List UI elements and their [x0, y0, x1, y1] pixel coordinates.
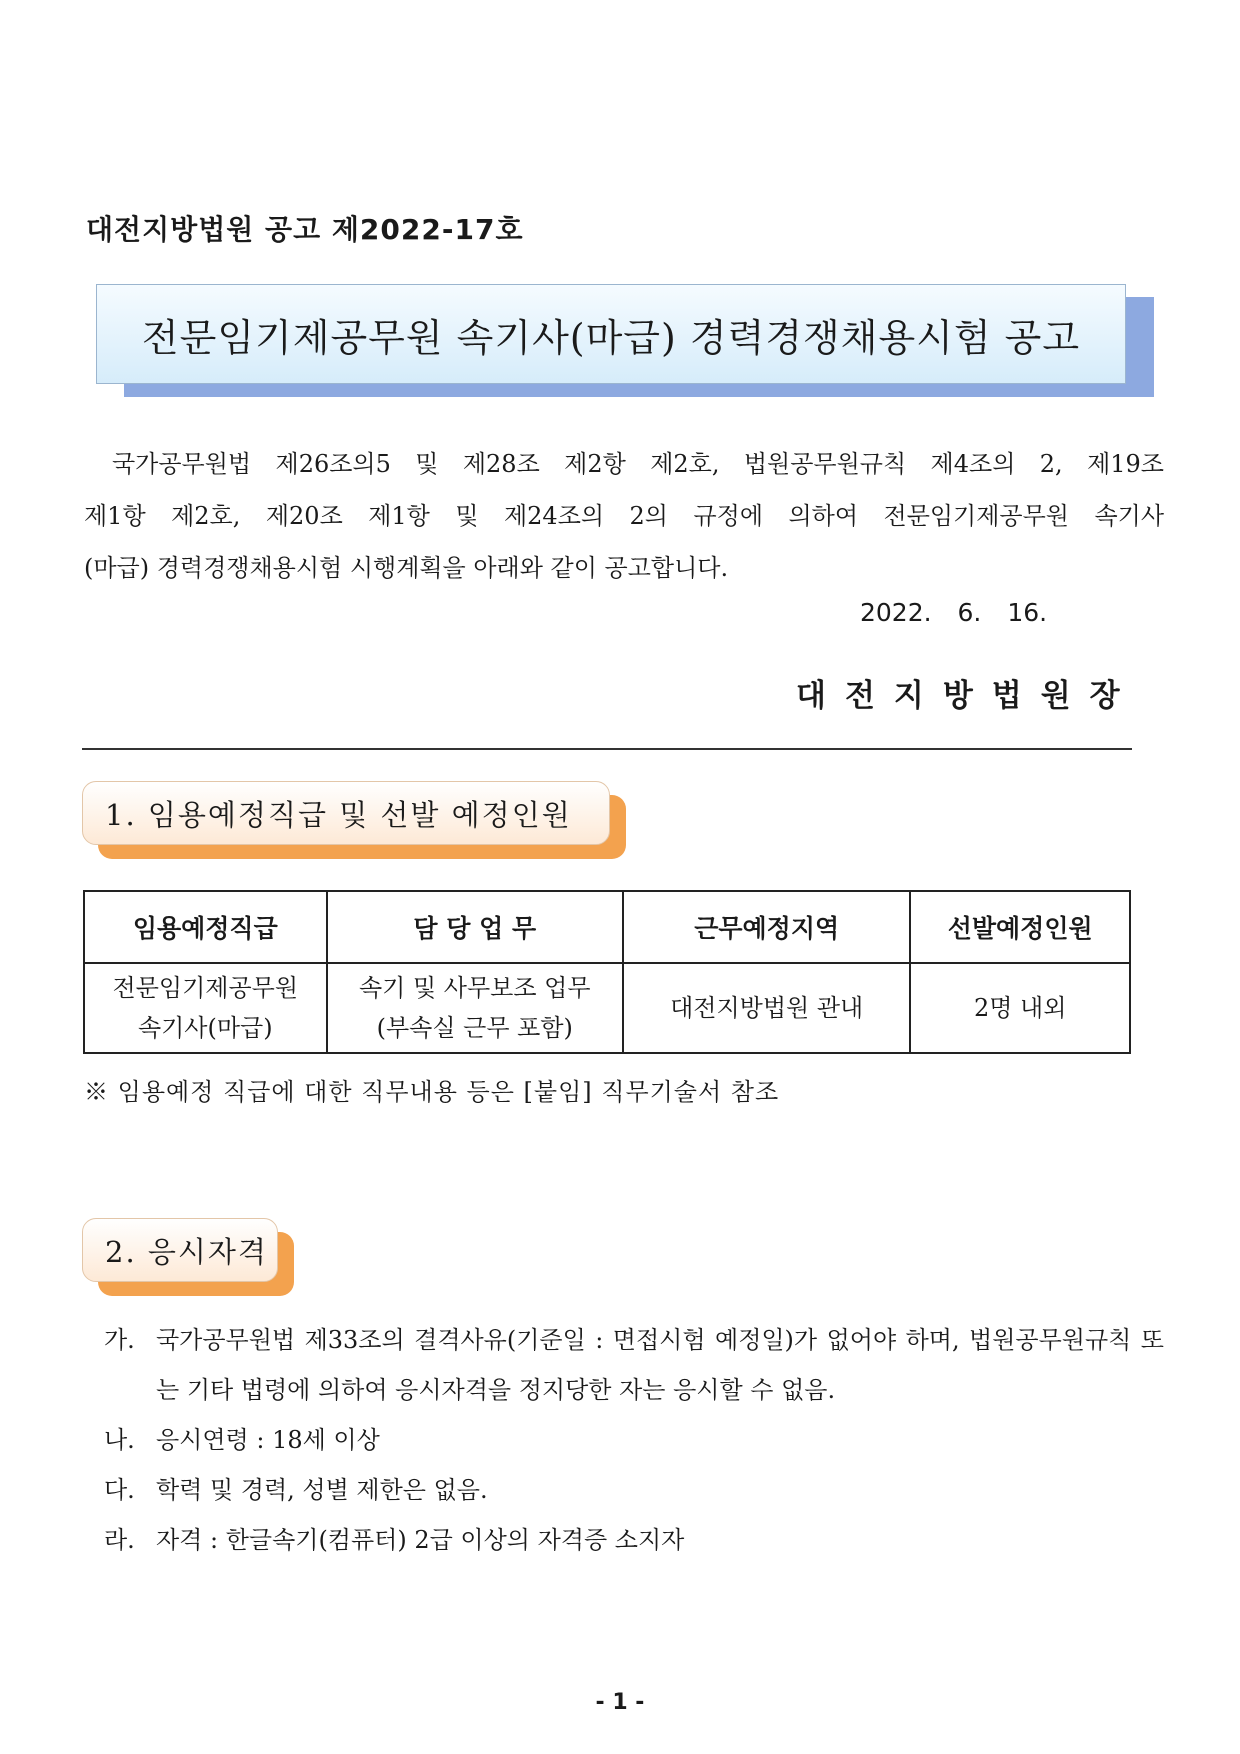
page-number: - 1 -	[595, 1690, 645, 1715]
divider	[82, 748, 1132, 750]
table-header-count: 선발예정인원	[910, 891, 1130, 963]
list-item-text: 응시연령 : 18세 이상	[156, 1426, 380, 1454]
cell-duty-line-2: (부속실 근무 포함)	[376, 1014, 573, 1042]
cell-location: 대전지방법원 관내	[623, 963, 910, 1053]
table-row	[84, 963, 1130, 1053]
intro-line-1: 국가공무원법 제26조의5 및 제28조 제2항 제2호, 법원공무원규칙 제4조의 2, 제19조	[112, 450, 1164, 478]
table-note: ※ 임용예정 직급에 대한 직무내용 등은 [붙임] 직무기술서 참조	[84, 1078, 780, 1106]
list-item	[104, 1465, 1164, 1515]
notice-number: 대전지방법원 공고 제2022-17호	[86, 213, 524, 246]
table-header-duty: 담 당 업 무	[327, 891, 623, 963]
section-1-heading: 1. 임용예정직급 및 선발 예정인원	[82, 781, 610, 845]
document-title: 전문임기제공무원 속기사(마급) 경력경쟁채용시험 공고	[96, 284, 1126, 384]
intro-line-3: (마급) 경력경쟁채용시험 시행계획을 아래와 같이 공고합니다.	[84, 554, 729, 582]
list-item-label: 라.	[104, 1526, 135, 1554]
cell-grade-line-2: 속기사(마급)	[137, 1014, 273, 1042]
eligibility-list	[104, 1315, 1164, 1565]
list-item-text: 학력 및 경력, 성별 제한은 없음.	[156, 1476, 488, 1504]
list-item	[104, 1315, 1164, 1415]
list-item-label: 다.	[104, 1476, 135, 1504]
notice-date: 2022. 6. 16.	[860, 598, 1048, 627]
cell-grade	[84, 963, 327, 1053]
table-header-grade: 임용예정직급	[84, 891, 327, 963]
signer: 대전지방법원장	[796, 678, 1139, 714]
list-item	[104, 1515, 1164, 1565]
list-item-label: 나.	[104, 1426, 135, 1454]
list-item	[104, 1415, 1164, 1465]
list-item-text: 자격 : 한글속기(컴퓨터) 2급 이상의 자격증 소지자	[156, 1526, 685, 1554]
cell-duty	[327, 963, 623, 1053]
list-item-label: 가.	[104, 1326, 135, 1354]
positions-table	[83, 890, 1131, 1054]
section-2-heading: 2. 응시자격	[82, 1218, 278, 1282]
cell-grade-line-1: 전문임기제공무원	[112, 974, 299, 1002]
table-header-row	[84, 891, 1130, 963]
table-header-location: 근무예정지역	[623, 891, 910, 963]
cell-duty-line-1: 속기 및 사무보조 업무	[358, 974, 591, 1002]
list-item-text: 국가공무원법 제33조의 결격사유(기준일 : 면접시험 예정일)가 없어야 하며, 법원공무원규칙 또는 기타 법령에 의하여 응시자격을 정지당한 자는 응시할 수 없음.	[156, 1326, 1164, 1404]
intro-line-2: 제1항 제2호, 제20조 제1항 및 제24조의 2의 규정에 의하여 전문임기제공무원 속기사	[84, 502, 1164, 530]
cell-count: 2명 내외	[910, 963, 1130, 1053]
intro-paragraph	[84, 438, 1164, 594]
